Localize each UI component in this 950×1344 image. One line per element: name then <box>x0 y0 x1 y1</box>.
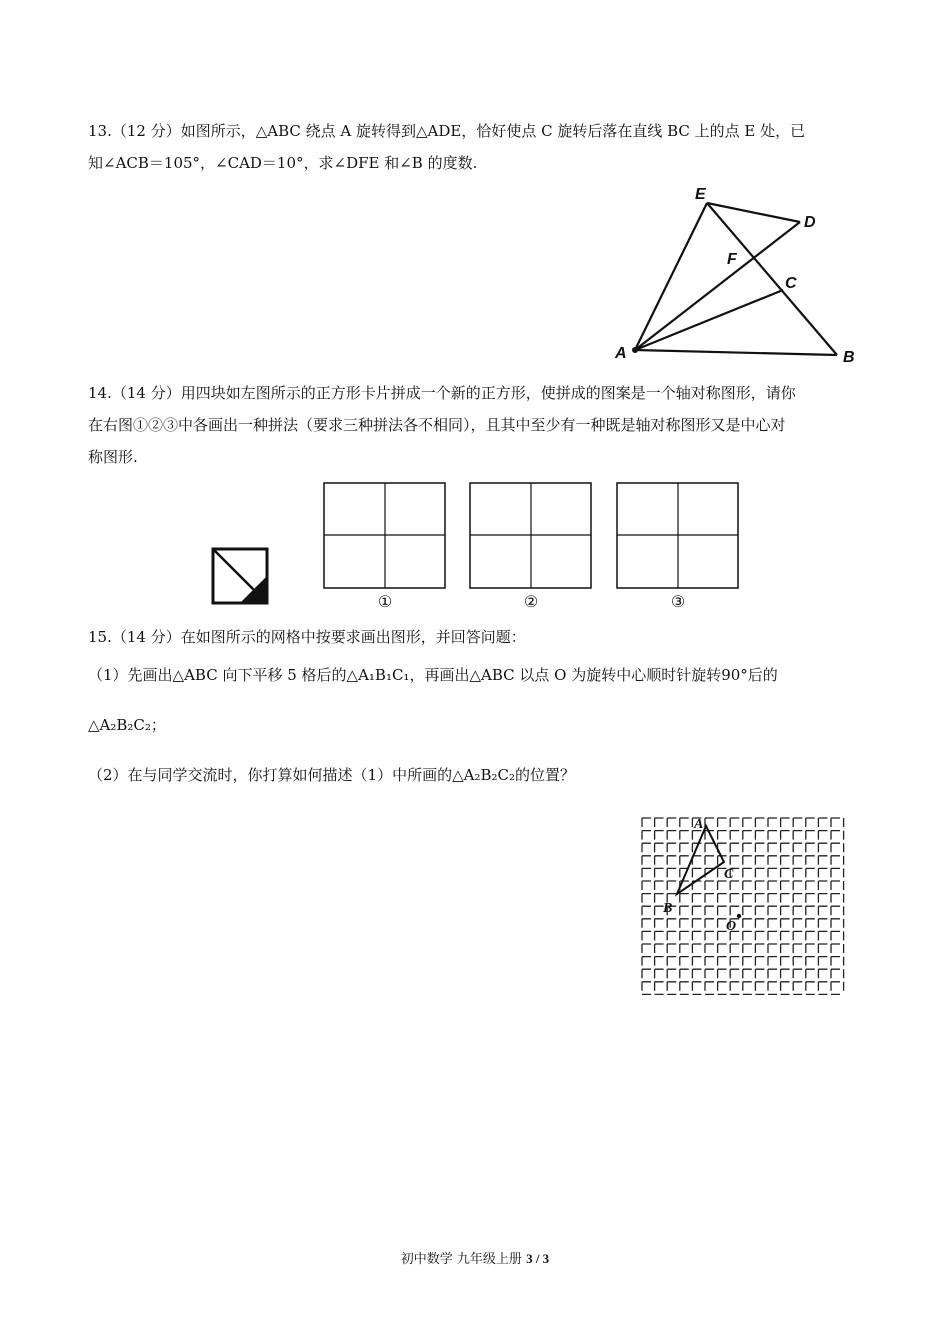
q13-label-A: A <box>615 345 627 362</box>
q14-caption-1: ① <box>377 592 393 611</box>
q14-text-line-2: 在右图①②③中各画出一种拼法（要求三种拼法各不相同），且其中至少有一种既是轴对称图形又是中心对 <box>88 416 786 434</box>
q13-text-line-1: 13.（12 分）如图所示，△ABC 绕点 A 旋转得到△ADE，恰好使点 C 旋转后落在直线 BC 上的点 E 处，已 <box>88 122 806 140</box>
q14-caption-3: ③ <box>670 592 686 611</box>
q13-label-E: E <box>695 186 706 203</box>
q15-label-B: B <box>663 901 673 916</box>
q15-text-line-3: △A₂B₂C₂； <box>88 716 166 734</box>
page-number: 3 / 3 <box>526 1251 550 1266</box>
q15-label-O: O <box>726 919 737 934</box>
q15-text-line-1: 15.（14 分）在如图所示的网格中按要求画出图形，并回答问题： <box>88 628 526 646</box>
q15-label-A: A <box>694 817 704 832</box>
q13-label-F: F <box>727 251 737 268</box>
q13-label-C: C <box>785 275 797 292</box>
q13-label-B: B <box>843 349 855 366</box>
q14-grid-1 <box>323 482 447 590</box>
q13-text-line-2: 知∠ACB＝105°，∠CAD＝10°，求∠DFE 和∠B 的度数. <box>88 154 478 172</box>
page-footer <box>0 1248 950 1267</box>
footer-text: 初中数学 九年级上册 <box>400 1252 527 1267</box>
q15-label-C: C <box>724 867 734 882</box>
q14-grid-2 <box>469 482 593 590</box>
q13-label-D: D <box>804 214 816 231</box>
q14-grid-3 <box>616 482 740 590</box>
q15-grid-figure <box>636 812 858 1008</box>
q14-caption-2: ② <box>523 592 539 611</box>
q15-text-line-4: （2）在与同学交流时，你打算如何描述（1）中所画的△A₂B₂C₂的位置？ <box>88 766 575 784</box>
q14-text-line-3: 称图形. <box>88 448 138 466</box>
q15-text-line-2: （1）先画出△ABC 向下平移 5 格后的△A₁B₁C₁，再画出△ABC 以点 O 为旋转中心顺时针旋转90°后的 <box>88 666 778 684</box>
q13-triangle-figure <box>605 180 865 370</box>
q14-text-line-1: 14.（14 分）用四块如左图所示的正方形卡片拼成一个新的正方形，使拼成的图案是一个轴对称图形，请你 <box>88 384 796 402</box>
q14-sample-card <box>210 546 270 606</box>
